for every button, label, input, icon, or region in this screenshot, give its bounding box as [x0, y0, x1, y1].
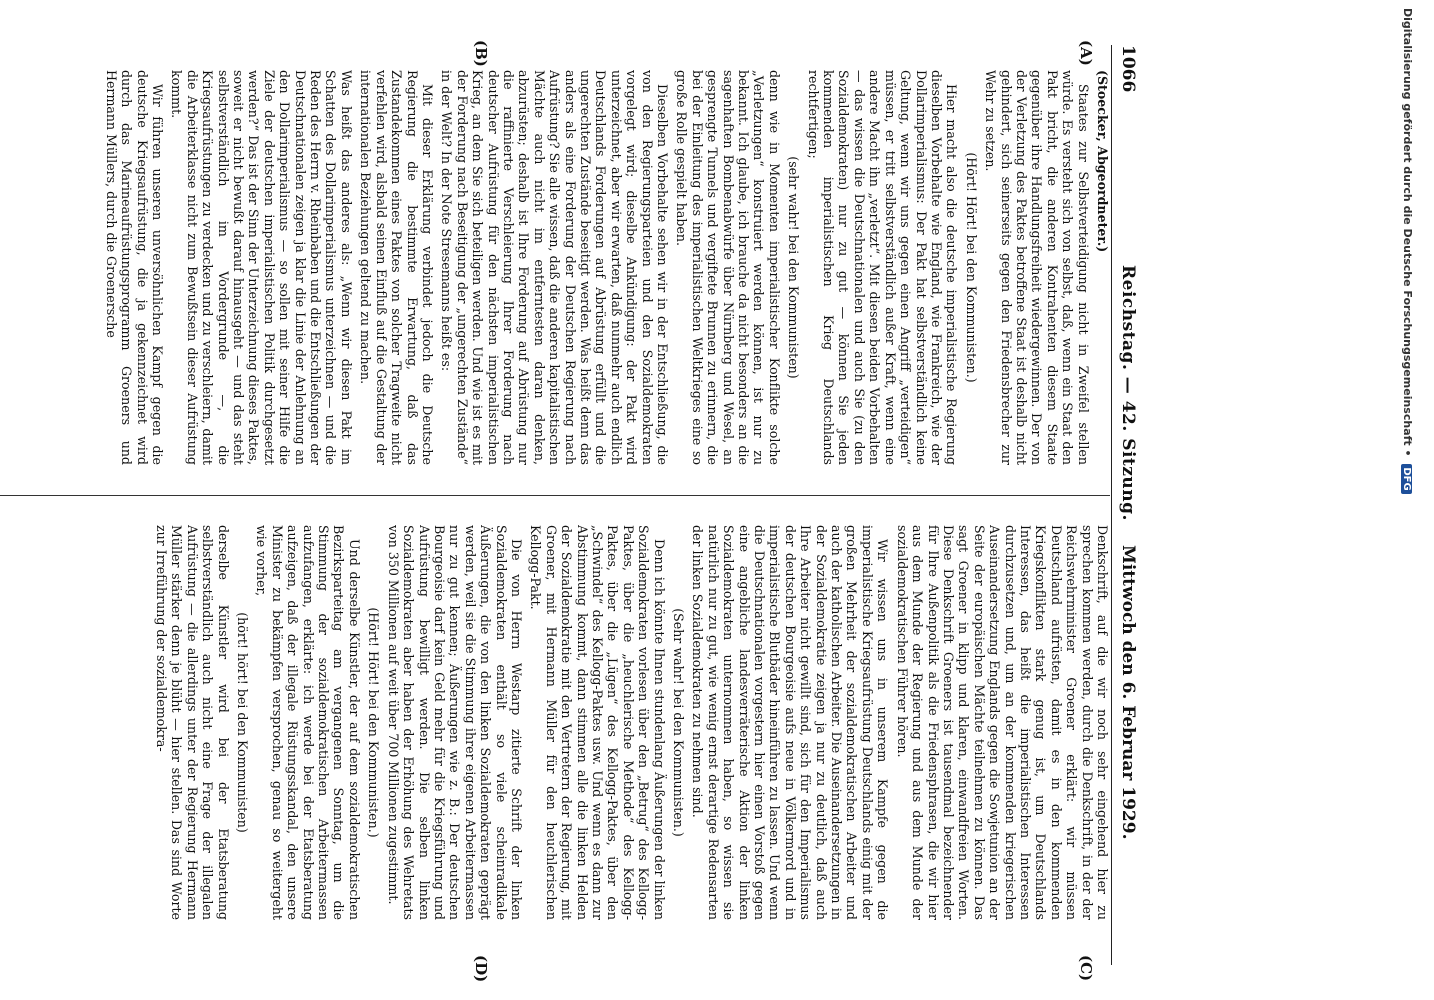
- interjection: (hört! hört! bei den Kommunisten): [235, 612, 251, 833]
- margin-mark-a: (A): [1077, 40, 1095, 66]
- rotated-page-content: [0, 25, 1150, 985]
- paragraph: Die von Herrn Westarp zitierte Schrift der linken Sozialdemokraten enthält so viele scheinradikale Äußerungen, die von den linken Sozialdemokraten geprägt werden, weil sie die Stimmung ihrer eigenen Arbeitermassen nur zu gut kennen; Äußerungen wie z. B.: Der deutschen Bourgeoisie darf kein Geld mehr für die Kriegsführung und Aufrüstung bewilligt werden. Die selben linken Sozialdemokraten aber haben der Erhöhung des Wehretats von 350 Millionen auf weit über 700 Millionen zugestimmt.: [385, 525, 524, 920]
- paragraph: Wir führen unseren unversöhnlichen Kampf gegen die deutsche Kriegsaufrüstung, die ja gekennzeichnet wird durch das Marineaufrüstungsprogramm Groeners und Hermann Müllers, durch die Groenersche: [103, 70, 166, 465]
- margin-mark-d: (D): [472, 955, 490, 983]
- credit-text: Digitalisierung gefördert durch die Deutsche Forschungsgemeinschaft •: [1401, 8, 1414, 457]
- paragraph: Denn ich könnte Ihnen stundenlang Äußerungen der linken Sozialdemokraten vorlesen über den „Betrug“ des Kellogg-Paktes, über die „heuchlerische Methode“ des Kellogg-Paktes, über die „Lügen“ des Kellogg-Paktes, über den „Schwindel“ des Kellogg-Paktes usw. Und wenn es dann zur Abstimmung kommt, dann stimmen alle die linken Helden der Sozialdemokratie mit den Vertretern der Regierung, mit Groener, mit Hermann Müller für den heuchlerischen Kellogg-Pakt.: [528, 525, 667, 920]
- margin-mark-b: (B): [472, 40, 490, 67]
- paragraph: Denkschrift, auf die wir noch sehr eingehend hier zu sprechen kommen werden, durch die Denkschrift, in der der Reichswehrminister Groener erklärt: wir müssen Deutschland aufrüsten, damit es in den kommenden Kriegskonflikten stark genug ist, um Deutschlands Interessen, das heißt die imperialistischen Interessen durchzusetzen und, um an der kommenden kriegerischen Auseinandersetzung Englands gegen die Sowjetunion an der Seite der europäischen Mächte teilnehmen zu können. Das sagt Groener in klipp und klaren, einwandfreien Worten. Diese Denkschrift Groeners ist tausendmal bezeichnender für Ihre Außenpolitik als die Friedensphrasen, die wir hier aus dem Munde der Regierung und aus dem Munde der sozialdemokratischen Führer hören.: [894, 525, 1110, 920]
- column-divider: [0, 495, 1110, 496]
- quotation: Mit dieser Erklärung verbindet jedoch die Deutsche Regierung die bestimmte Erwartung, daß das Zustandekommen eines Paktes von solcher Tragweite nicht verfehlen wird, alsbald seinen Einfluß auf die Gestaltung der internationalen Beziehungen geltend zu machen.: [358, 70, 435, 465]
- interjection: (Hört! Hört! bei den Kommunisten.): [963, 152, 979, 383]
- page-header: [1112, 45, 1140, 965]
- paragraph: Staates zur Selbstverteidigung nicht in Zweifel stellen würde. Es versteht sich von selbst, daß, wenn ein Staat den Pakt bricht, die anderen Kontrahenten diesem Staate gegenüber ihre Handlungsfreiheit wiedergewinnen. Der von der Verletzung des Paktes betroffene Staat ist deshalb nicht gehindert, sich seinerseits gegen den Friedensbrecher zur Wehr zu setzen.: [983, 70, 1091, 465]
- paragraph: derselbe Künstler wird bei der Etatsberatung selbstverständlich auch nicht eine Frage der illegalen Aufrüstung — die allerdings unter der Regierung Hermann Müller stärker denn je blüht — hier stellen. Das sind Worte zur Irreführung der sozialdemokra-: [154, 525, 231, 920]
- paragraph: Und derselbe Künstler, der auf dem sozialdemokratischen Bezirksparteitag am vergangenen Sonntag, um die Stimmung der sozialdemokratischen Arbeitermassen aufzufangen, erklärte: ich werde bei der Etatsberatung aufzeigen, daß der illegale Rüstungsskandal, den unsere Minister zu bekämpfen versprochen, genau so weitergeht wie vorher,: [254, 525, 362, 920]
- interjection: (sehr wahr! bei den Kommunisten): [786, 156, 802, 379]
- interjection: (Sehr wahr! bei den Kommunisten.): [671, 608, 687, 837]
- header-rule: [1111, 45, 1112, 965]
- speaker-label: (Stoecker, Abgeordneter.): [1095, 70, 1110, 253]
- page-number: 1066: [1118, 45, 1138, 93]
- paragraph: Wir wissen uns in unserem Kampfe gegen die imperialistische Kriegsaufrüstung Deutschlands einig mit der großen Mehrheit der sozialdemokratischen Arbeiter und auch der katholischen Arbeiter. Die Auseinandersetzungen in der Sozialdemokratie zeigen ja nur zu deutlich, daß auch Ihre Arbeiter nicht gewillt sind, sich für den Imperialismus der deutschen Bourgeoisie aufs neue in Völkermord und in imperialistische Blutbäder hineinführen zu lassen. Und wenn die Deutschnationalen vorgestern hier einen Vorstoß gegen eine angebliche landesverräterische Aktion der linken Sozialdemokraten unternommen haben, so wissen sie natürlich nur zu gut, wie wenig ernst derartige Redensarten der linken Sozialdemokraten zu nehmen sind.: [690, 525, 891, 920]
- paragraph: denn wie in Momenten imperialistischer Konflikte solche „Verletzungen“ konstruiert werden können, ist nur zu bekannt. Ich glaube, ich brauche da nicht besonders an die sagenhaften Bombenabwürfe über Nürnberg und Wesel, an gesprengte Tunnels und vergiftete Brunnen zu erinnern, die bei der Einleitung des imperialistischen Weltkrieges eine so große Rolle gespielt haben.: [674, 70, 782, 465]
- digitization-credit: [1396, 8, 1414, 988]
- paragraph: Was heißt das anderes als: „Wenn wir diesen Pakt im Schatten des Dollarimperialismus unterzeichnen — und die Reden des Herrn v. Rheinbaben und die Entschließungen der Deutschnationalen zeigen ja klar die Linie der Anlehnung an den Dollarimperialismus — so sollen mit seiner Hilfe die Ziele der deutschen imperialistischen Politik durchgesetzt werden?“ Das ist der Sinn der Unterzeichnung dieses Paktes, soweit er nicht bewußt darauf hinausgeht — und das steht selbstverständlich im Vordergrunde —, die Kriegsaufrüstungen zu verdecken und zu verschleiern, damit die Arbeiterklasse nicht zum Bewußtsein dieser Aufrüstung kommt.: [169, 70, 354, 465]
- paragraph: Dieselben Vorbehalte sehen wir in der Entschließung, die von den Regierungsparteien und den Sozialdemokraten vorgelegt wird; dieselbe Ankündigung: der Pakt wird unterzeichnet, aber wir erwarten, daß nunmehr auch endlich Deutschlands Forderungen auf Abrüstung erfüllt und die ungerechten Zustände beseitigt werden. Was heißt denn das anders als eine Forderung der Deutschen Regierung nach Aufrüstung? Sie alle wissen, daß die anderen kapitalistischen Mächte auch nicht im entferntesten daran denken, abzurüsten; deshalb ist Ihre Forderung auf Abrüstung nur die raffinierte Verschleierung Ihrer Forderung nach deutscher Aufrüstung für den nächsten imperialistischen Krieg, an dem Sie sich beteiligen werden. Und wie ist es mit der Forderung nach Beseitigung der „ungerechten Zustände“ in der Welt? In der Note Stresemanns heißt es:: [439, 70, 671, 465]
- margin-mark-c: (C): [1077, 955, 1095, 982]
- dfg-logo: DFG: [1401, 464, 1412, 493]
- right-column: [0, 525, 1110, 920]
- interjection: (Hört! Hört! bei den Kommunisten.): [366, 607, 382, 838]
- session-date: Mittwoch den 6. Februar 1929.: [1118, 545, 1138, 840]
- left-column: [0, 70, 1110, 465]
- session-title: Reichstag. — 42. Sitzung.: [1118, 265, 1138, 521]
- paragraph: Hier macht also die deutsche imperialistische Regierung dieselben Vorbehalte wie England, wie Frankreich, wie der Dollarimperialismus: Der Pakt hat selbstverständlich keine Geltung, wenn wir uns gegen einen Angriff „verteidigen“ müssen, er tritt selbstverständlich außer Kraft, wenn eine andere Macht ihn „verletzt“. Mit diesen beiden Vorbehalten — das wissen die Deutschnationalen und auch Sie (zu den Sozialdemokraten) nur zu gut — können Sie jeden kommenden imperialistischen Krieg Deutschlands rechtfertigen;: [805, 70, 960, 465]
